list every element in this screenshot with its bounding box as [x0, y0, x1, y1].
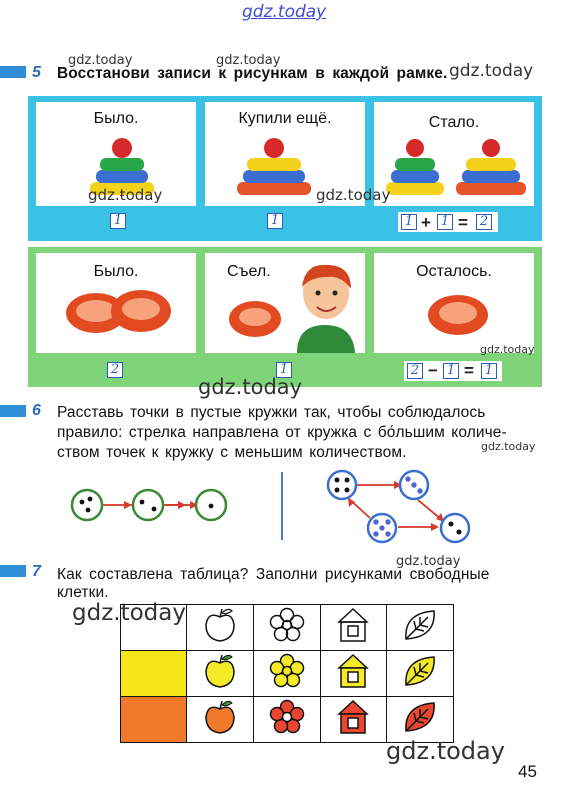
frame-label: Было. [93, 110, 139, 127]
watermark: gdz.today [88, 186, 163, 204]
row-swatch [121, 605, 187, 651]
frame-label: Съел. [227, 263, 271, 280]
house-cell [320, 651, 387, 697]
pattern-table [120, 604, 454, 743]
equation-box: 2 [407, 363, 423, 379]
apple-icon [200, 697, 240, 737]
watermark: gdz.today [480, 343, 535, 356]
frame-became [374, 102, 534, 206]
answer-box: 2 [107, 362, 123, 378]
pretzels-icon [36, 253, 196, 353]
frame-ate [205, 253, 365, 353]
watermark: gdz.today [216, 53, 281, 68]
frame-label: Было. [93, 263, 139, 280]
equation-box: 1 [443, 363, 459, 379]
task-tab-5 [0, 66, 26, 78]
page-number: 45 [518, 762, 537, 781]
equation-box: 1 [481, 363, 497, 379]
task7-line: Как составлена таблица? Заполни рисунками свободные [57, 566, 490, 583]
task6-line: Расставь точки в пустые кружки так, чтобы соблюдалось [57, 404, 486, 421]
task6-line: ством точек к кружку с меньшим количеством. [57, 444, 407, 461]
leaf-icon [400, 605, 440, 645]
task-tab-6 [0, 405, 26, 417]
frame-label: Стало. [428, 114, 480, 131]
house-cell [320, 697, 387, 743]
flower-cell [253, 651, 320, 697]
watermark: gdz.today [72, 600, 186, 626]
pretzel-icon [374, 253, 534, 353]
watermark: gdz.today [449, 61, 534, 81]
flower-cell [253, 697, 320, 743]
boy-with-pretzel-icon [205, 253, 365, 353]
apple-cell [187, 651, 254, 697]
watermark: gdz.today [396, 554, 461, 569]
flower-icon [267, 697, 307, 737]
answer-box: 1 [267, 213, 283, 229]
table-row [121, 651, 454, 697]
house-cell [320, 605, 387, 651]
task-tab-7 [0, 565, 26, 577]
table-row [121, 697, 454, 743]
equals-sign: = [458, 213, 468, 232]
watermark: gdz.today [316, 186, 391, 204]
task7-line: клетки. [57, 584, 109, 601]
watermark: gdz.today [68, 53, 133, 68]
apple-cell [187, 697, 254, 743]
equation-box: 2 [476, 214, 492, 230]
task6-line: правило: стрелка направлена от кружка с бо́льшим количе- [57, 424, 507, 441]
equation-box: 1 [437, 214, 453, 230]
flower-cell [253, 605, 320, 651]
dots-diagram-right [318, 464, 478, 554]
task-number-7: 7 [32, 563, 41, 580]
leaf-cell [387, 605, 454, 651]
house-icon [333, 651, 373, 691]
watermark-top: gdz.today [242, 2, 327, 22]
apple-icon [200, 651, 240, 691]
apple-cell [187, 605, 254, 651]
task-number-5: 5 [32, 64, 41, 81]
divider-line [281, 472, 283, 540]
row-swatch [121, 651, 187, 697]
leaf-icon [400, 651, 440, 691]
frame-label: Купили ещё. [238, 110, 332, 127]
task5-text: Восстанови записи к рисункам в каждой рамке. [57, 65, 448, 82]
task-number-6: 6 [32, 402, 41, 419]
minus-sign: − [428, 361, 438, 380]
frame-had-pretzels [36, 253, 196, 353]
dots-diagram-left [60, 480, 240, 530]
table-row [121, 605, 454, 651]
equals-sign: = [464, 361, 474, 380]
two-pyramids-icon [374, 102, 534, 206]
watermark: gdz.today [481, 440, 536, 453]
leaf-icon [400, 697, 440, 737]
equation-box: 1 [401, 214, 417, 230]
house-icon [333, 605, 373, 645]
plus-sign: + [421, 213, 431, 232]
answer-box: 1 [110, 213, 126, 229]
answer-box: 1 [276, 362, 292, 378]
flower-icon [267, 651, 307, 691]
house-icon [333, 697, 373, 737]
watermark: gdz.today [198, 375, 303, 399]
flower-icon [267, 605, 307, 645]
row-swatch [121, 697, 187, 743]
frame-label: Осталось. [416, 263, 492, 280]
frame-remained [374, 253, 534, 353]
apple-icon [200, 605, 240, 645]
leaf-cell [387, 697, 454, 743]
watermark: gdz.today [386, 737, 505, 765]
leaf-cell [387, 651, 454, 697]
